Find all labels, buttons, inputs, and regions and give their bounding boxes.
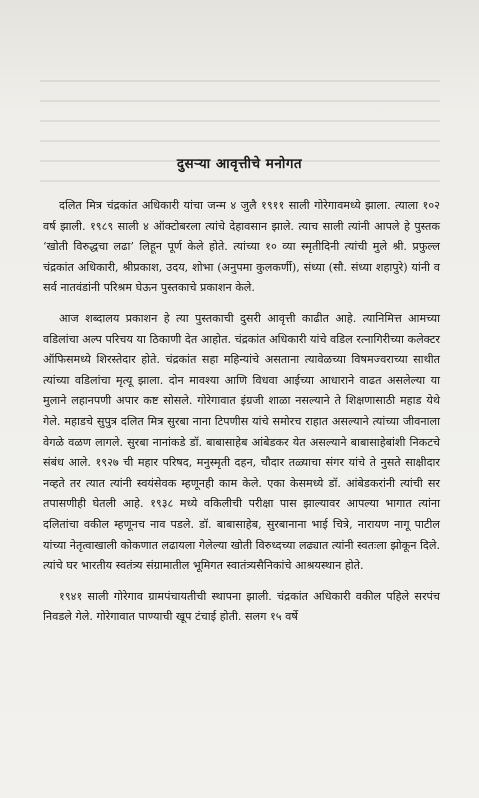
page-heading: दुसऱ्या आवृत्तीचे मनोगत	[176, 156, 303, 172]
paragraph-1: दलित मित्र चंद्रकांत अधिकारी यांचा जन्म ४ जुलै १९११ साली गोरेगावमध्ये झाला. त्याला १०२ वर्ष झाली. १९८९ साली ४ ऑक्टोबरला त्यांचे देहावसान झाले. त्याच साली त्यांनी आपले हे पुस्तक ‘खोती विरुद्धचा लढा’ लिहून पूर्ण केले होते. त्यांच्या १० व्या स्मृतीदिनी त्यांची मुले श्री. प्रफुल्ल चंद्रकांत अधिकारी, श्रीप्रकाश, उदय, शोभा (अनुपमा कुलकर्णी), संध्या (सौ. संध्या शहापुरे) यांनी व सर्व नातवंडांनी परिश्रम घेऊन पुस्तकाचे प्रकाशन केले.	[43, 199, 440, 295]
paragraph-3: १९४१ साली गोरेगाव ग्रामपंचायतीची स्थापना झाली. चंद्रकांत अधिकारी वकील पहिले सरपंच निवडले गेले. गोरेगावात पाण्याची खूप टंचाई होती. सलग १५ वर्षे	[43, 589, 440, 624]
paragraph-2: आज शब्दालय प्रकाशन हे त्या पुस्तकाची दुसरी आवृत्ती काढीत आहे. त्यानिमित्त आमच्या वडिलांचा अल्प परिचय या ठिकाणी देत आहोत. चंद्रकांत अधिकारी यांचे वडिल रत्नागिरीच्या कलेक्टर ऑफिसमध्ये शिरस्तेदार होते. चंद्रकांत सहा महिन्यांचे असताना त्यावेळच्या विषमज्वराच्या साथीत त्यांच्या वडिलांचा मृत्यू झाला. दोन मावश्या आणि विधवा आईच्या आधाराने वाढत असलेल्या या मुलाने लहानपणी अपार कष्ट सोसले. गोरेगावात इंग्रजी शाळा नसल्याने ते शिक्षणासाठी महाड येथे गेले. महाडचे सुपुत्र दलित मित्र सुरबा नाना टिपणीस यांचे समोरच राहात असल्याने त्यांच्या जीवनाला वेगळे वळण लागले. सुरबा नानांकडे डॉ. बाबासाहेब आंबेडकर येत असल्याने बाबासाहेबांशी निकटचे संबंध आले. १९२७ ची महार परिषद, मनुस्मृती दहन, चौदार तळ्याचा संगर यांचे ते नुसते साक्षीदार नव्हते तर त्यात त्यांनी स्वयंसेवक म्हणूनही काम केले. एका केसमध्ये डॉ. आंबेडकरांनी त्यांची सर तपासणीही घेतली आहे. १९३८ मध्ये वकिलीची परीक्षा पास झाल्यावर आपल्या भागात त्यांना दलितांचा वकील म्हणूनच नाव पडले. डॉ. बाबासाहेब, सुरबानाना भाई चित्रे, नारायण नागू पाटील यांच्या नेतृत्वाखाली कोकणात लढायला गेलेल्या खोती विरुध्दच्या लढ्यात त्यांनी स्वतःला झोकून दिले. त्यांचे घर भारतीय स्वतंत्र्य संग्रामातील भूमिगत स्वातंत्र्यसैनिकांचे आश्रयस्थान होते.	[43, 311, 441, 573]
body-text	[43, 196, 440, 628]
